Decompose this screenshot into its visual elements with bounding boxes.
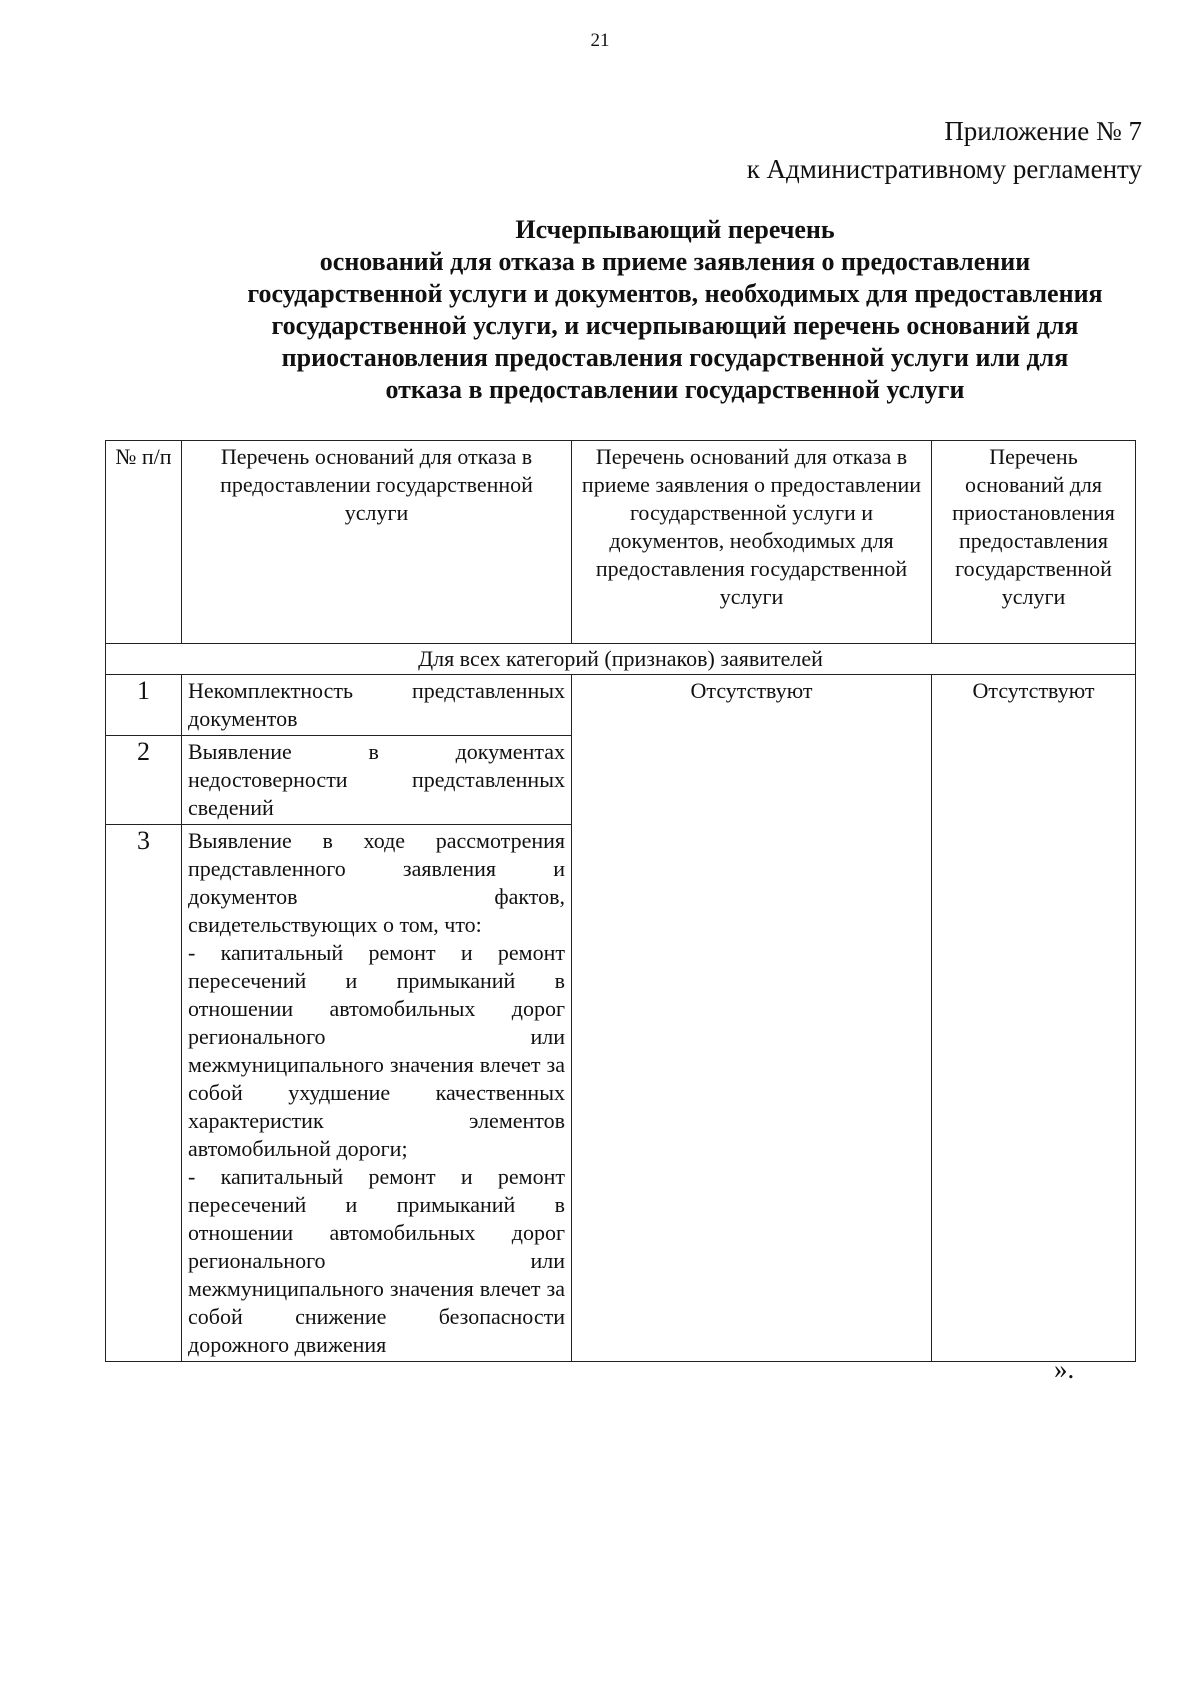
- appendix-reference: к Административному регламенту: [746, 154, 1142, 184]
- header-suspension: Перечень оснований для приостановления предоставления государственной услуги: [932, 441, 1136, 644]
- suspension-value: Отсутствуют: [932, 675, 1136, 1362]
- title-line: оснований для отказа в приеме заявления о предоставлении: [319, 247, 1031, 276]
- row-reason: Некомплектность представленных документов: [182, 675, 572, 736]
- row-number: 2: [106, 736, 182, 825]
- document-title: [150, 214, 1200, 406]
- appendix-number: Приложение № 7: [944, 116, 1142, 146]
- grounds-table: [105, 440, 1136, 1362]
- row-reason: Выявление в ходе рассмотрения представленного заявления и документов фактов, свидетельствующих о том, что: - капитальный ремонт и ремонт пересечений и примыканий в отношении автомобильных дорог регионального или межмуниципального значения влечет за собой ухудшение качественных характеристик элементов автомобильной дороги; - капитальный ремонт и ремонт пересечений и примыканий в отношении автомобильных дорог регионального или межмуниципального значения влечет за собой снижение безопасности дорожного движения: [182, 825, 572, 1362]
- title-line: Исчерпывающий перечень: [515, 215, 835, 244]
- closing-quote-mark: ».: [1054, 1354, 1075, 1384]
- category-row: [106, 644, 1136, 675]
- category-label: Для всех категорий (признаков) заявителей: [106, 644, 1136, 675]
- header-number: № п/п: [106, 441, 182, 644]
- header-refusal-service: Перечень оснований для отказа в предоставлении государственной услуги: [182, 441, 572, 644]
- table-row: [106, 675, 1136, 736]
- title-line: государственной услуги и документов, необходимых для предоставления: [247, 279, 1103, 308]
- title-line: государственной услуги, и исчерпывающий перечень оснований для: [271, 311, 1079, 340]
- title-line: отказа в предоставлении государственной услуги: [385, 375, 965, 404]
- title-line: приостановления предоставления государственной услуги или для: [281, 343, 1069, 372]
- table-header-row: [106, 441, 1136, 644]
- refusal-acceptance-value: Отсутствуют: [572, 675, 932, 1362]
- header-refusal-acceptance: Перечень оснований для отказа в приеме заявления о предоставлении государственной услуги и документов, необходимых для предоставления государственной услуги: [572, 441, 932, 644]
- page-number: 21: [590, 30, 610, 51]
- row-number: 3: [106, 825, 182, 1362]
- appendix-header: [747, 112, 1142, 188]
- row-number: 1: [106, 675, 182, 736]
- row-reason: Выявление в документах недостоверности представленных сведений: [182, 736, 572, 825]
